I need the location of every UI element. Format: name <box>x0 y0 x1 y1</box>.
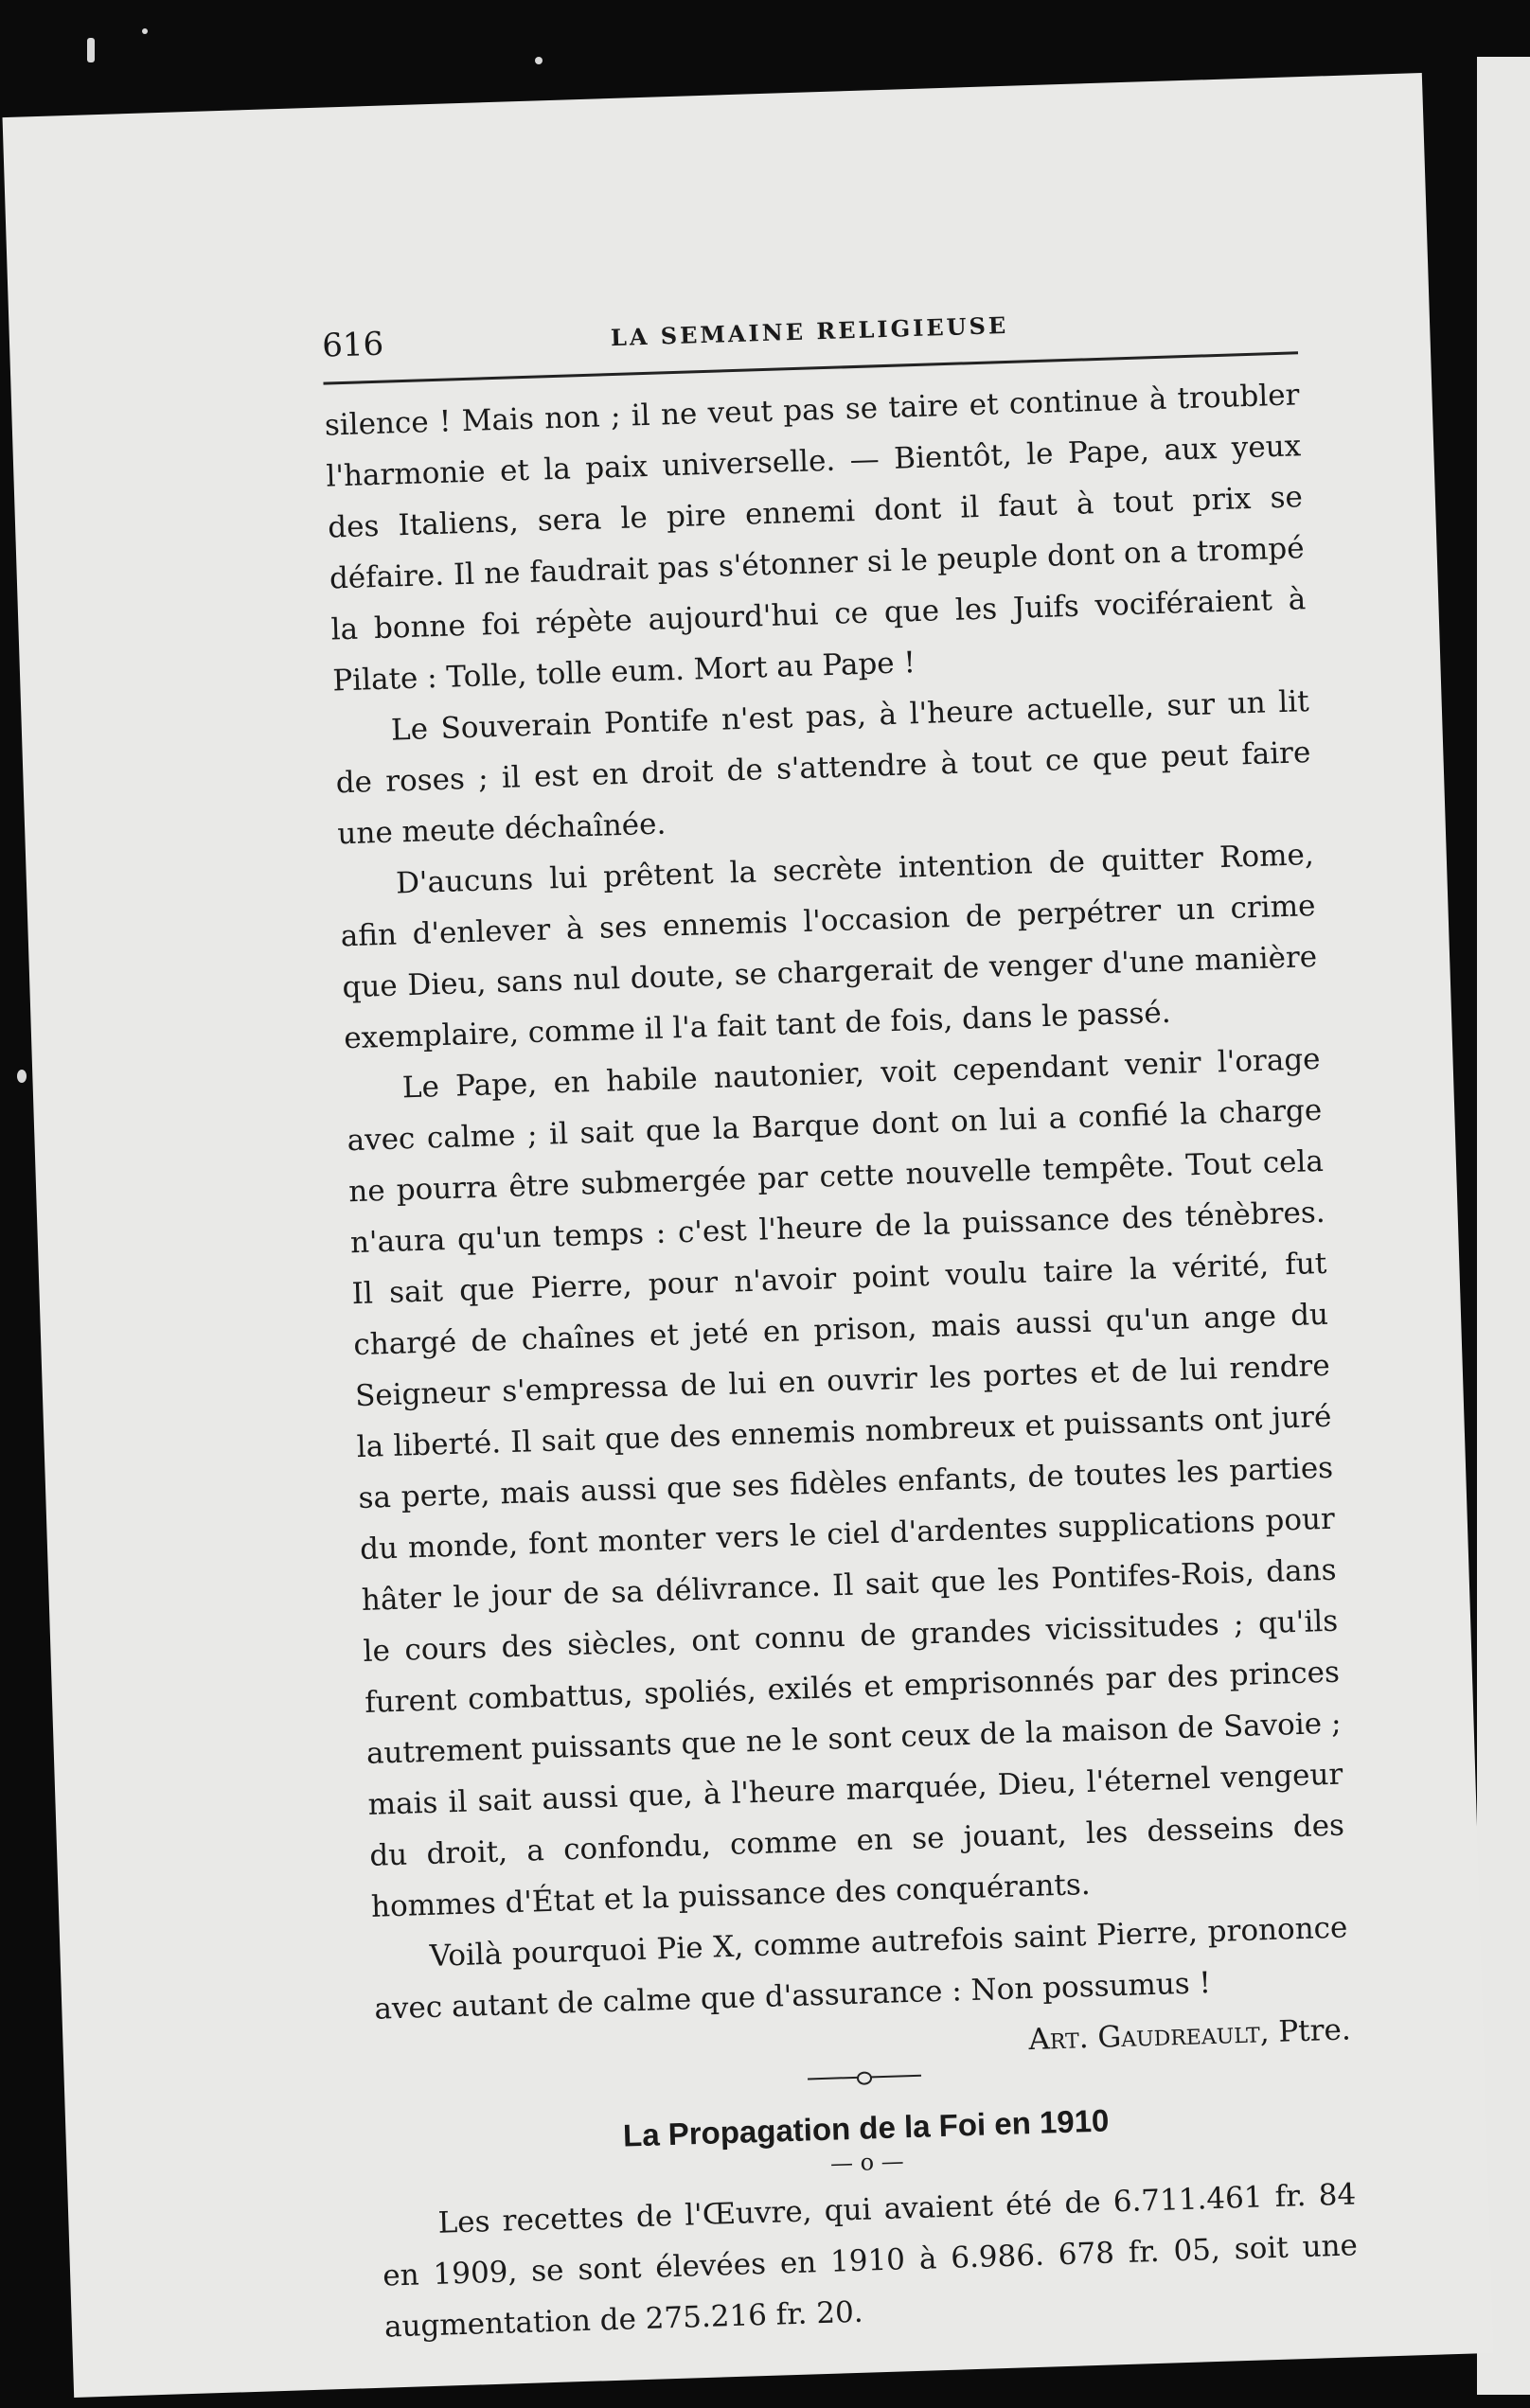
running-head <box>321 285 1298 384</box>
film-speck <box>87 38 95 62</box>
scanned-page <box>3 73 1494 2398</box>
section-title: La Propagation de la Foi en 1910 <box>622 2102 1110 2153</box>
section-body <box>381 2169 1361 2352</box>
film-speck <box>17 1070 27 1083</box>
film-speck <box>142 28 148 34</box>
section-divider-ornament <box>808 2075 921 2084</box>
article-paragraph: Le Pape, en habile nautonier, voit cependant venir l'orage avec calme ; il sait que la Barque dont on lui a confié la charge ne pourra être submergée par cette nouvelle tempête. Tout cela n'aura qu'un temps : c'est l'heure de la puissance des ténèbres. Il sait que Pierre, pour n'avoir point voulu taire la vérité, fut chargé de chaînes et jeté en prison, mais aussi qu'un ange du Seigneur s'empressa de lui en ouvrir les portes et de lui rendre la liberté. Il sait que des ennemis nombreux et puissants ont juré sa perte, mais aussi que ses fidèles enfants, de toutes les parties du monde, font monter vers le ciel d'ardentes supplications pour hâter le jour de sa délivrance. Il sait que les Pontifes-Rois, dans le cours des siècles, ont connu de grandes vicissitudes ; qu'ils furent combattus, spoliés, exilés et emprisonnés par des princes autrement puissants que ne le sont ceux de la maison de Savoie ; mais il sait aussi que, à l'heure marquée, Dieu, l'éternel vengeur du droit, a confondu, comme en se jouant, les desseins des hommes d'État et la puissance des conquérants. <box>347 1041 1345 1924</box>
journal-title: LA SEMAINE RELIGIEUSE <box>610 310 1009 352</box>
article-paragraph: D'aucuns lui prêtent la secrète intention de quitter Rome, afin d'enlever à ses ennemis l'occasion de perpétrer un crime que Dieu, sans nul doute, se chargerait de venger d'une manière exemplaire, comme il l'a fait tant de fois, dans le passé. <box>340 838 1318 1056</box>
section-paragraph: Les recettes de l'Œuvre, qui avaient été de 6.711.461 fr. 84 en 1909, se sont élevées en 1910 à 6.986. 678 fr. 05, soit une augmentation de 275.216 fr. 20. <box>382 2177 1359 2345</box>
page-number: 616 <box>321 325 384 365</box>
signature-suffix: , Ptre. <box>1259 2012 1352 2050</box>
signature-author: Art. Gaudreault <box>1027 2015 1261 2058</box>
page-content <box>321 285 1360 2352</box>
signature <box>1028 2004 1352 2065</box>
article-body <box>324 369 1350 2035</box>
adjacent-page-edge <box>1477 57 1530 2395</box>
article-paragraph: Le Souverain Pontife n'est pas, à l'heure actuelle, sur un lit de roses ; il est en droit de s'attendre à tout ce que peut faire une meute déchaînée. <box>335 684 1311 852</box>
section-divider: — o — <box>829 2148 905 2177</box>
article-paragraph: Voilà pourquoi Pie X, comme autrefois saint Pierre, prononce avec autant de calme que d'assurance : Non possumus ! <box>373 1910 1348 2027</box>
article-paragraph: silence ! Mais non ; il ne veut pas se taire et continue à troubler l'harmonie et la paix universelle. — Bientôt, le Pape, aux yeux des Italiens, sera le pire ennemi dont il faut à tout prix se défaire. Il ne faudrait pas s'étonner si le peuple dont on a trompé la bonne foi répète aujourd'hui ce que les Juifs vociféraient à Pilate : Tolle, tolle eum. Mort au Pape ! <box>324 378 1307 699</box>
film-speck <box>535 57 543 64</box>
